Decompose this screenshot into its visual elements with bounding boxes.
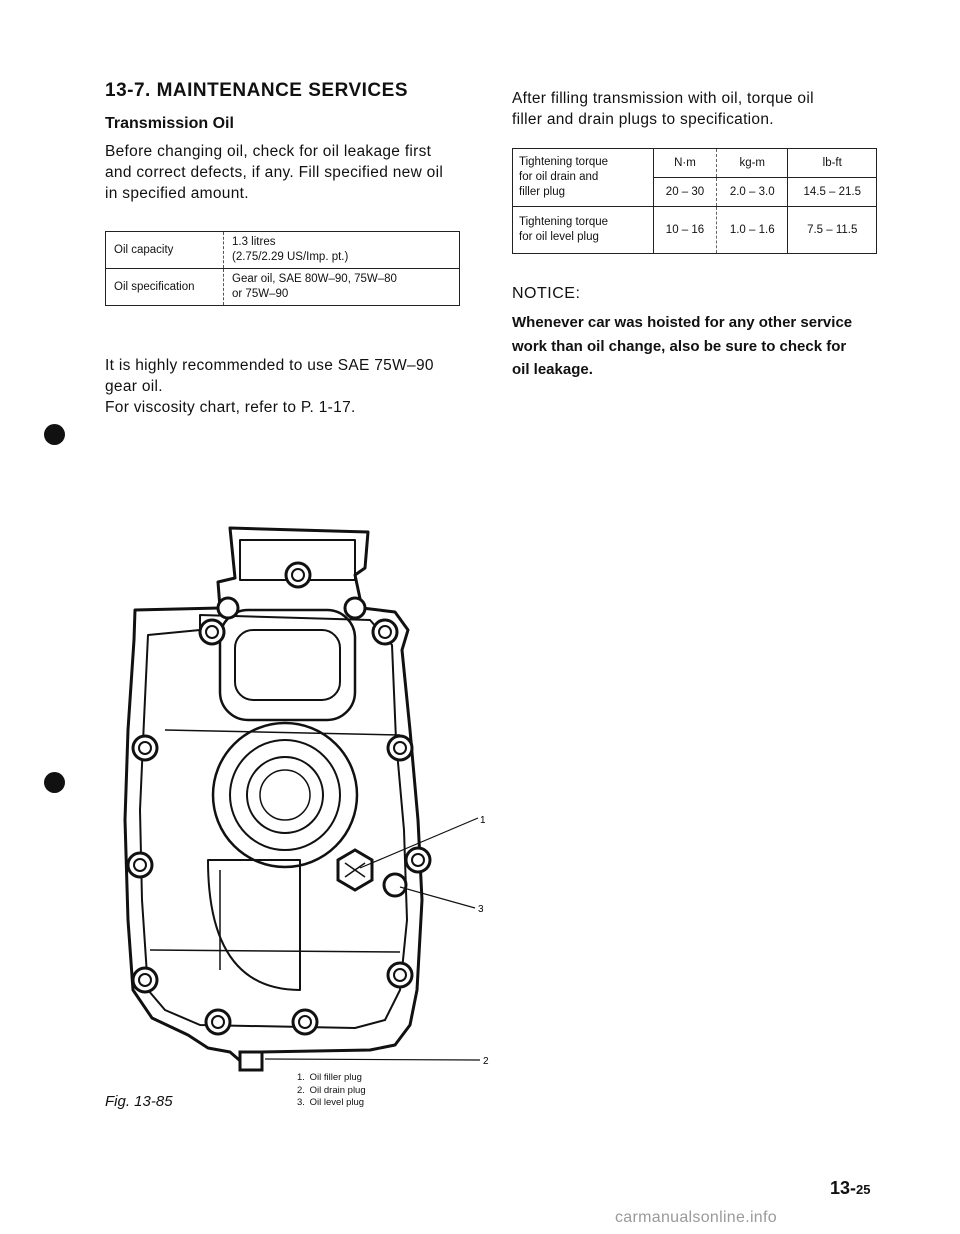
oil-spec-label: Oil specification xyxy=(106,269,224,306)
notice-line: oil leakage. xyxy=(512,361,593,378)
value-line: Gear oil, SAE 80W–90, 75W–80 xyxy=(232,273,397,285)
figure-caption: Fig. 13-85 xyxy=(105,1093,173,1110)
notice-line: work than oil change, also be sure to check for xyxy=(512,337,847,355)
value-line: or 75W–90 xyxy=(232,288,289,300)
unit-kgm-header: kg-m xyxy=(716,149,787,178)
intro-line: and correct defects, if any. Fill specified new oil xyxy=(105,164,444,181)
level-lbft: 7.5 – 11.5 xyxy=(788,207,877,254)
oil-level-plug-icon xyxy=(384,874,406,896)
drain-filler-lbft: 14.5 – 21.5 xyxy=(788,178,877,207)
level-nm: 10 – 16 xyxy=(654,207,717,254)
bolt-icons xyxy=(128,563,430,1034)
after-line: filler and drain plugs to specification. xyxy=(512,111,774,128)
recommend-line: For viscosity chart, refer to P. 1-17. xyxy=(105,399,356,416)
unit-lbft-header: lb-ft xyxy=(788,149,877,178)
level-kgm: 1.0 – 1.6 xyxy=(716,207,787,254)
recommend-line: It is highly recommended to use SAE 75W–90 xyxy=(105,357,434,374)
binder-hole-icon xyxy=(44,424,65,445)
oil-drain-plug-icon xyxy=(240,1052,262,1070)
intro-paragraph xyxy=(105,141,475,204)
oil-filler-plug-icon xyxy=(338,850,372,890)
oil-capacity-value xyxy=(224,232,460,269)
section-title: 13-7. MAINTENANCE SERVICES xyxy=(105,80,408,101)
label-line: for oil drain and xyxy=(519,171,599,183)
recommendation-paragraph xyxy=(105,355,480,418)
subsection-title: Transmission Oil xyxy=(105,115,234,132)
unit-nm-header: N·m xyxy=(654,149,717,178)
intro-line: in specified amount. xyxy=(105,185,249,202)
label-line: for oil level plug xyxy=(519,231,599,243)
legend-item: 1. Oil filler plug xyxy=(297,1072,362,1083)
label-line: Tightening torque xyxy=(519,216,609,228)
binder-hole-icon xyxy=(44,772,65,793)
callout-3: 3 xyxy=(478,904,484,915)
torque-spec-table xyxy=(512,148,877,254)
legend-item: 3. Oil level plug xyxy=(297,1097,365,1108)
oil-capacity-label: Oil capacity xyxy=(106,232,224,269)
figure-legend xyxy=(297,1072,366,1110)
value-line: 1.3 litres xyxy=(232,236,276,248)
transmission-case-figure xyxy=(100,520,500,1080)
drain-filler-torque-label xyxy=(513,149,654,207)
drain-filler-kgm: 2.0 – 3.0 xyxy=(716,178,787,207)
page-number: 13-25 xyxy=(830,1178,871,1198)
after-line: After filling transmission with oil, torque oil xyxy=(512,90,814,107)
intro-line: Before changing oil, check for oil leakage first xyxy=(105,143,432,160)
notice-title: NOTICE: xyxy=(512,285,581,302)
label-line: filler plug xyxy=(519,186,566,198)
label-line: Tightening torque xyxy=(519,156,609,168)
drain-filler-nm: 20 – 30 xyxy=(654,178,717,207)
oil-spec-value xyxy=(224,269,460,306)
table-row xyxy=(513,149,877,178)
notice-line: Whenever car was hoisted for any other service xyxy=(512,314,853,331)
table-row xyxy=(106,269,460,306)
notice-text xyxy=(512,311,892,382)
table-row xyxy=(106,232,460,269)
callout-2: 2 xyxy=(483,1056,489,1067)
oil-spec-table xyxy=(105,231,460,306)
value-line: (2.75/2.29 US/Imp. pt.) xyxy=(232,251,349,263)
table-row xyxy=(513,207,877,254)
callout-1: 1 xyxy=(480,815,486,826)
watermark: carmanualsonline.info xyxy=(615,1209,777,1226)
recommend-line: gear oil. xyxy=(105,378,163,395)
case-outline xyxy=(125,528,422,1065)
level-torque-label xyxy=(513,207,654,254)
after-filling-paragraph xyxy=(512,88,887,130)
legend-item: 2. Oil drain plug xyxy=(297,1084,366,1096)
